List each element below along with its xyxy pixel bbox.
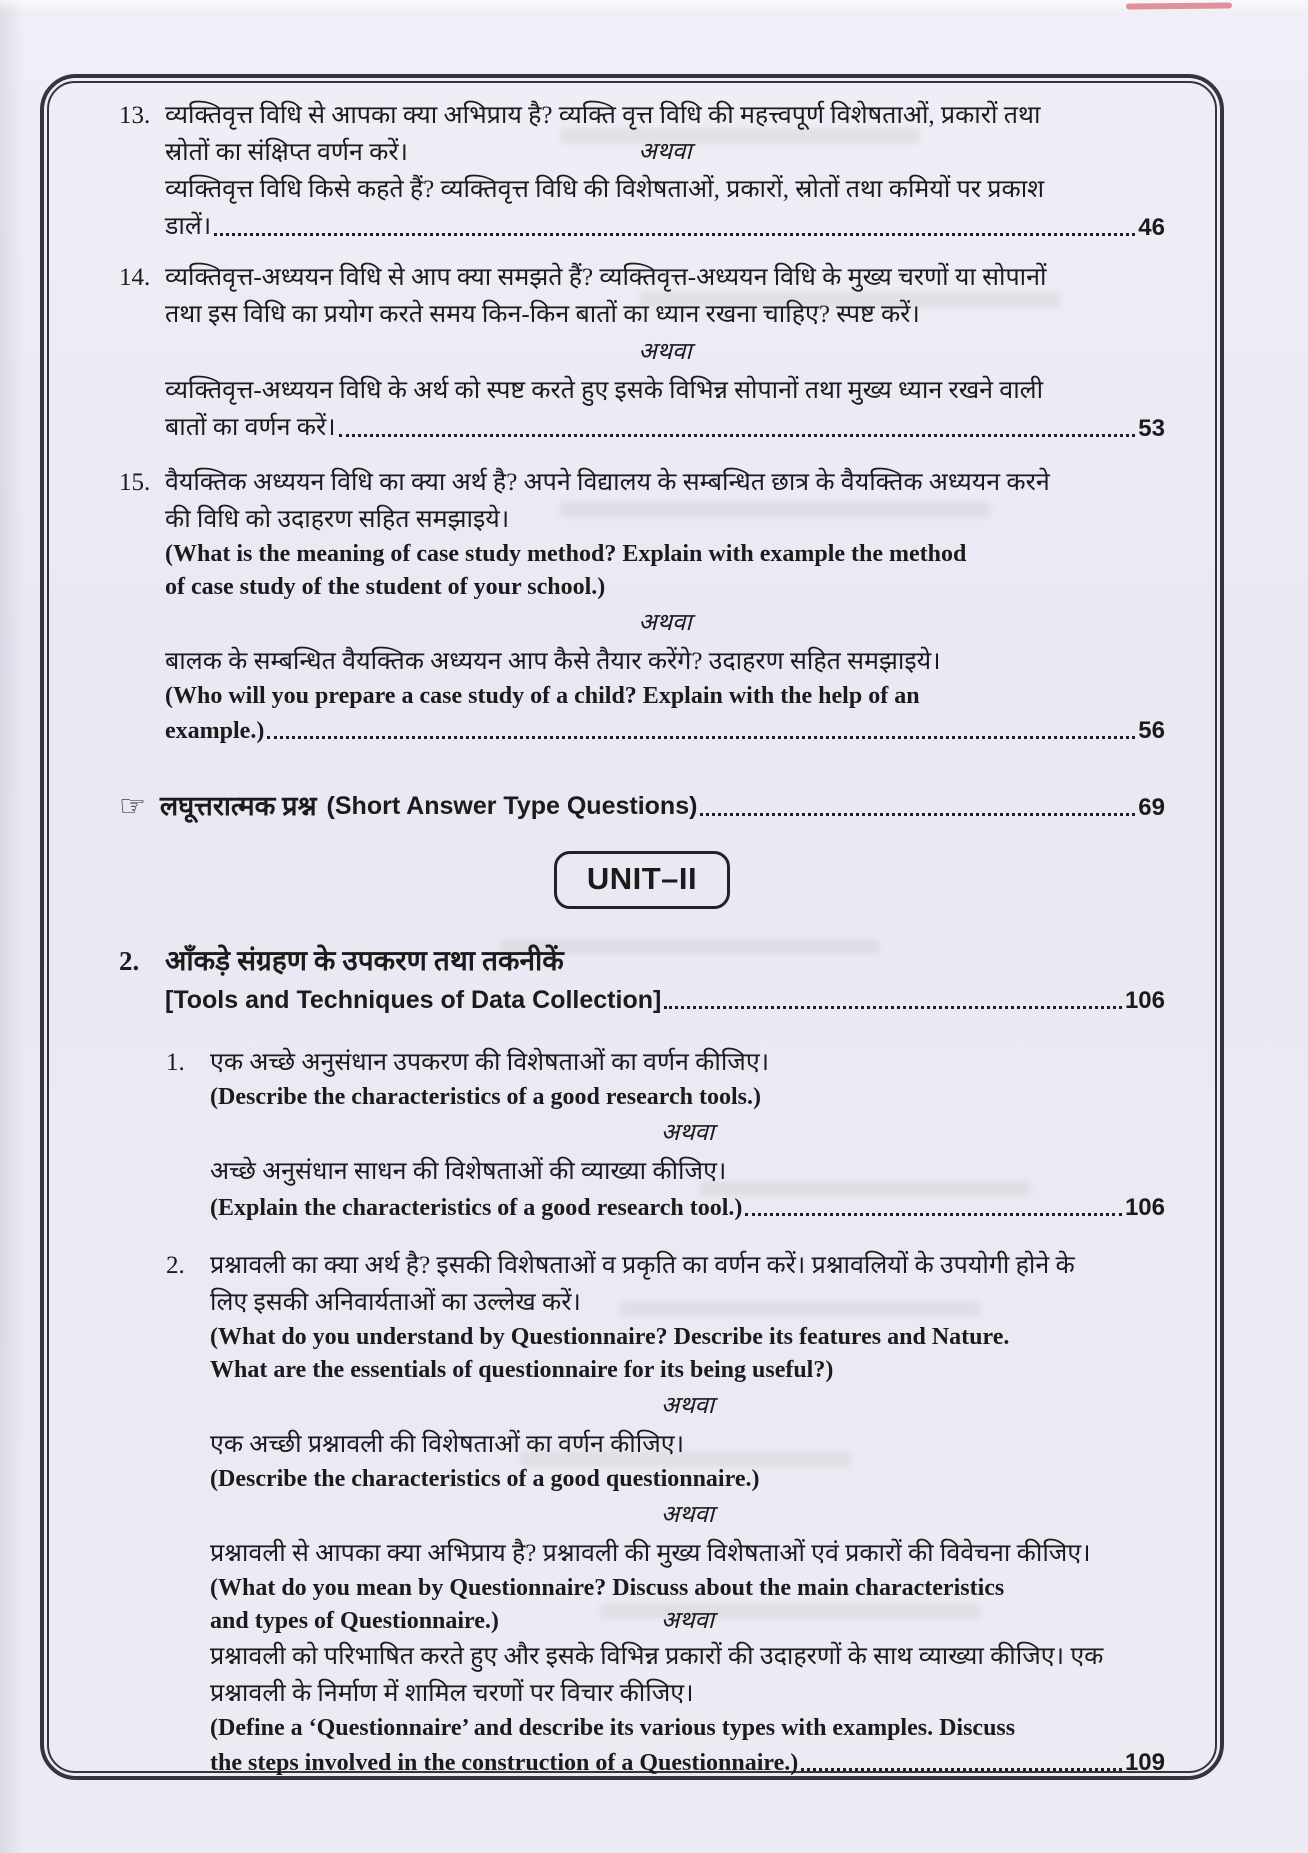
question-line-hindi: बालक के सम्बन्धित वैयक्तिक अध्ययन आप कैसे तैयार करेंगे? उदाहरण सहित समझाइये। — [165, 648, 941, 675]
question-line-english — [210, 1605, 1165, 1638]
dotted-leader — [700, 813, 1135, 816]
question-line-english: (Describe the characteristics of a good questionnaire.) — [210, 1466, 760, 1492]
toc-item-u2-2 — [166, 1247, 1165, 1780]
question-line-english: What are the essentials of questionnaire for its being useful?) — [210, 1357, 834, 1383]
item-number: 13. — [119, 102, 151, 129]
toc-item-13 — [119, 97, 1165, 245]
question-line-english: (Describe the characteristics of a good research tools.) — [210, 1084, 761, 1110]
page-border-frame — [40, 74, 1224, 1780]
red-ink-mark — [1126, 2, 1232, 9]
leader-line — [210, 1745, 1165, 1780]
question-line-hindi: प्रश्नावली को परिभाषित करते हुए और इसके विभिन्न प्रकारों की उदाहरणों के साथ व्याख्या कीजिए। एक — [210, 1643, 1104, 1670]
unit-heading-wrap — [119, 851, 1165, 909]
question-line-hindi: अच्छे अनुसंधान साधन की विशेषताओं की व्याख्या कीजिए। — [210, 1158, 727, 1185]
or-separator: अथवा — [638, 610, 692, 636]
leader-text: example.) — [165, 718, 265, 744]
item-number: 1. — [166, 1049, 185, 1076]
leader-line — [165, 713, 1165, 748]
item-number: 2. — [166, 1252, 185, 1279]
page-number: 46 — [1138, 214, 1165, 241]
leader-text: डालें। — [165, 213, 212, 240]
question-line-english: (What is the meaning of case study method? Explain with example the method — [165, 541, 967, 567]
dotted-leader — [801, 1768, 1122, 1771]
section-title-english: [Tools and Techniques of Data Collection] — [165, 986, 662, 1014]
question-line-hindi: प्रश्नावली के निर्माण में शामिल चरणों पर विचार कीजिए। — [210, 1680, 694, 1707]
dotted-leader — [214, 233, 1135, 236]
leader-text: (Explain the characteristics of a good research tool.) — [210, 1195, 743, 1221]
page-edge-highlight — [0, 0, 1308, 12]
question-line-english: (Who will you prepare a case study of a child? Explain with the help of an — [165, 683, 920, 709]
leader-line — [210, 1190, 1165, 1225]
dotted-leader — [664, 1006, 1122, 1009]
question-line-hindi: वैयक्तिक अध्ययन विधि का क्या अर्थ है? अपने विद्यालय के सम्बन्धित छात्र के वैयक्तिक अध्ययन करने — [165, 469, 1050, 496]
or-separator: अथवा — [660, 1608, 715, 1634]
section-title-english-row — [165, 982, 1165, 1018]
or-separator: अथवा — [660, 1393, 715, 1419]
dotted-leader — [339, 434, 1136, 437]
question-line-english: (What do you mean by Questionnaire? Discuss about the main characteristics — [210, 1575, 1005, 1601]
unit-heading-box: UNIT–II — [554, 851, 730, 909]
short-answer-section-row — [119, 788, 1165, 825]
toc-item-15 — [119, 464, 1165, 748]
page-number: 53 — [1138, 415, 1165, 442]
question-line-hindi: प्रश्नावली से आपका क्या अभिप्राय है? प्रश्नावली की मुख्य विशेषताओं एवं प्रकारों की विवेचना कीजिए। — [210, 1540, 1091, 1567]
question-line-hindi: तथा इस विधि का प्रयोग करते समय किन-किन बातों का ध्यान रखना चाहिए? स्पष्ट करें। — [165, 301, 920, 328]
page-content-area — [47, 81, 1217, 1776]
dotted-leader — [745, 1213, 1122, 1216]
question-line-hindi: प्रश्नावली का क्या अर्थ है? इसकी विशेषताओं व प्रकृति का वर्णन करें। प्रश्नावलियों के उपयोगी होने के — [210, 1252, 1075, 1279]
item-number: 15. — [119, 469, 151, 496]
page-number: 56 — [1138, 717, 1165, 744]
dotted-leader — [267, 736, 1135, 739]
question-line-hindi: लिए इसकी अनिवार्यताओं का उल्लेख करें। — [210, 1289, 581, 1316]
or-separator: अथवा — [638, 139, 692, 165]
question-line-hindi: की विधि को उदाहरण सहित समझाइये। — [165, 506, 510, 533]
page-number: 109 — [1124, 1749, 1165, 1776]
leader-line — [165, 409, 1165, 446]
question-text: and types of Questionnaire.) — [210, 1608, 499, 1634]
question-line-english: (Define a ‘Questionnaire’ and describe its various types with examples. Discuss — [210, 1715, 1016, 1741]
question-line-hindi: एक अच्छी प्रश्नावली की विशेषताओं का वर्णन कीजिए। — [210, 1431, 685, 1458]
leader-text: the steps involved in the construction of a Questionnaire.) — [210, 1750, 799, 1776]
question-line-hindi: व्यक्तिवृत्त विधि किसे कहते हैं? व्यक्तिवृत्त विधि की विशेषताओं, प्रकारों, स्रोतों तथा कमियों पर प्रकाश — [165, 176, 1045, 203]
toc-item-u2-1 — [166, 1044, 1165, 1225]
page-number: 106 — [1124, 1194, 1165, 1221]
leader-text: बातों का वर्णन करें। — [165, 414, 336, 441]
page-number: 106 — [1124, 987, 1165, 1014]
question-line-hindi — [165, 134, 1165, 171]
question-line-hindi: व्यक्तिवृत्त विधि से आपका क्या अभिप्राय है? व्यक्ति वृत्त विधि की महत्त्वपूर्ण विशेषताओं, प्रकारों तथा — [165, 102, 1041, 129]
or-separator: अथवा — [638, 339, 692, 365]
item-number: 14. — [119, 264, 151, 291]
or-separator: अथवा — [660, 1502, 715, 1528]
toc-item-14 — [119, 259, 1165, 446]
question-line-english: of case study of the student of your school.) — [165, 574, 606, 600]
section-title-hindi: आँकड़े संग्रहण के उपकरण तथा तकनीकें — [165, 946, 564, 977]
question-line-hindi: व्यक्तिवृत्त-अध्ययन विधि से आप क्या समझते हैं? व्यक्तिवृत्त-अध्ययन विधि के मुख्य चरणों या सोपानों — [165, 264, 1047, 291]
short-answer-label-english: (Short Answer Type Questions) — [326, 792, 698, 820]
question-line-english: (What do you understand by Questionnaire? Describe its features and Nature. — [210, 1324, 1010, 1350]
question-line-hindi: एक अच्छे अनुसंधान उपकरण की विशेषताओं का वर्णन कीजिए। — [210, 1049, 770, 1076]
leader-line — [165, 208, 1165, 245]
or-separator: अथवा — [660, 1120, 715, 1146]
pointing-hand-icon: ☞ — [119, 790, 146, 823]
section-heading — [119, 941, 1165, 1018]
page-edge-shadow — [0, 0, 24, 1853]
question-text: स्रोतों का संक्षिप्त वर्णन करें। — [165, 139, 409, 166]
section-number: 2. — [119, 946, 140, 976]
question-line-hindi: व्यक्तिवृत्त-अध्ययन विधि के अर्थ को स्पष्ट करते हुए इसके विभिन्न सोपानों तथा मुख्य ध्यान रखने वाली — [165, 377, 1044, 404]
short-answer-label-hindi: लघूत्तरात्मक प्रश्न — [159, 791, 317, 821]
page-number: 69 — [1138, 794, 1165, 821]
